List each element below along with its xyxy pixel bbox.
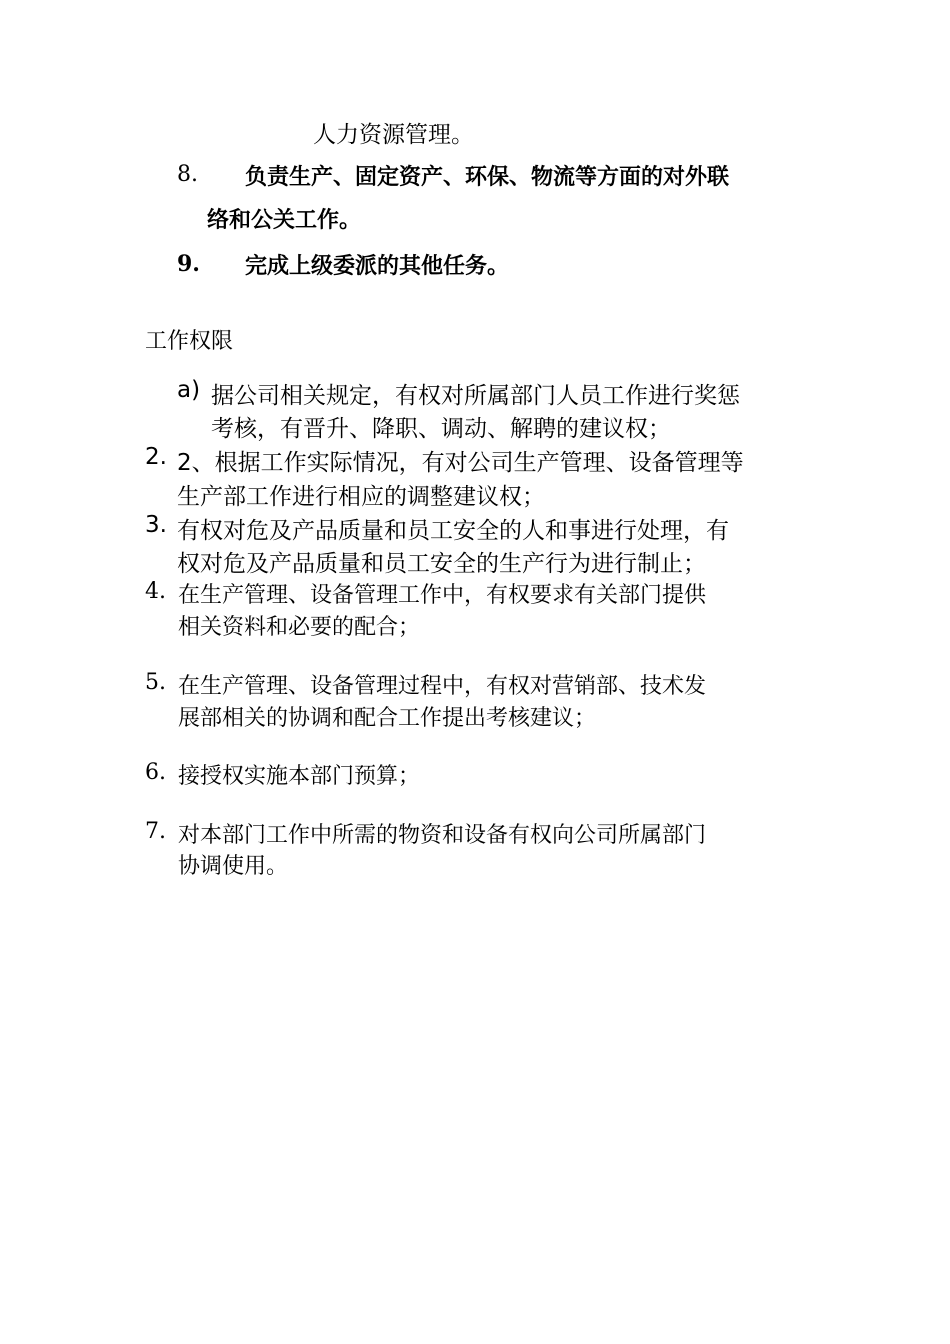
authority-7-line-1: 对本部门工作中所需的物资和设备有权向公司所属部门 [178, 823, 707, 848]
authority-number-7: 7. [145, 819, 166, 844]
authority-5-line-2: 展部相关的协调和配合工作提出考核建议； [178, 706, 597, 731]
authority-2-line-1: 2、根据工作实际情况，有对公司生产管理、设备管理等 [177, 450, 744, 476]
authority-7-line-2: 协调使用。 [178, 854, 289, 879]
authority-2-line-2: 生产部工作进行相应的调整建议权； [177, 484, 545, 510]
duty-number-9: 9. [177, 251, 200, 277]
duty-number-8: 8. [177, 162, 198, 187]
authority-a-line-2: 考核，有晋升、降职、调动、解聘的建议权； [211, 416, 671, 442]
authority-number-a: a) [177, 377, 201, 403]
authority-number-4: 4. [145, 579, 166, 604]
authority-3-line-1: 有权对危及产品质量和员工安全的人和事进行处理，有 [177, 518, 729, 544]
continued-text-line: 人力资源管理。 [313, 122, 474, 148]
authority-4-line-1: 在生产管理、设备管理工作中，有权要求有关部门提供 [178, 583, 707, 608]
duty-8-line-2: 络和公关工作。 [207, 208, 362, 233]
authority-5-line-1: 在生产管理、设备管理过程中，有权对营销部、技术发 [178, 674, 707, 699]
authority-number-6: 6. [145, 760, 166, 785]
authority-number-5: 5. [145, 670, 166, 695]
authority-6-line-1: 接授权实施本部门预算； [178, 764, 421, 789]
authority-number-3: 3. [145, 512, 167, 538]
section-heading-authority: 工作权限 [145, 329, 234, 354]
authority-4-line-2: 相关资料和必要的配合； [178, 615, 421, 640]
authority-3-line-2: 权对危及产品质量和员工安全的生产行为进行制止； [177, 551, 706, 577]
duty-9-line-1: 完成上级委派的其他任务。 [245, 254, 510, 279]
duty-8-line-1: 负责生产、固定资产、环保、物流等方面的对外联 [245, 165, 730, 190]
authority-number-2: 2. [145, 444, 167, 470]
authority-a-line-1: 据公司相关规定，有权对所属部门人员工作进行奖惩 [211, 383, 740, 409]
